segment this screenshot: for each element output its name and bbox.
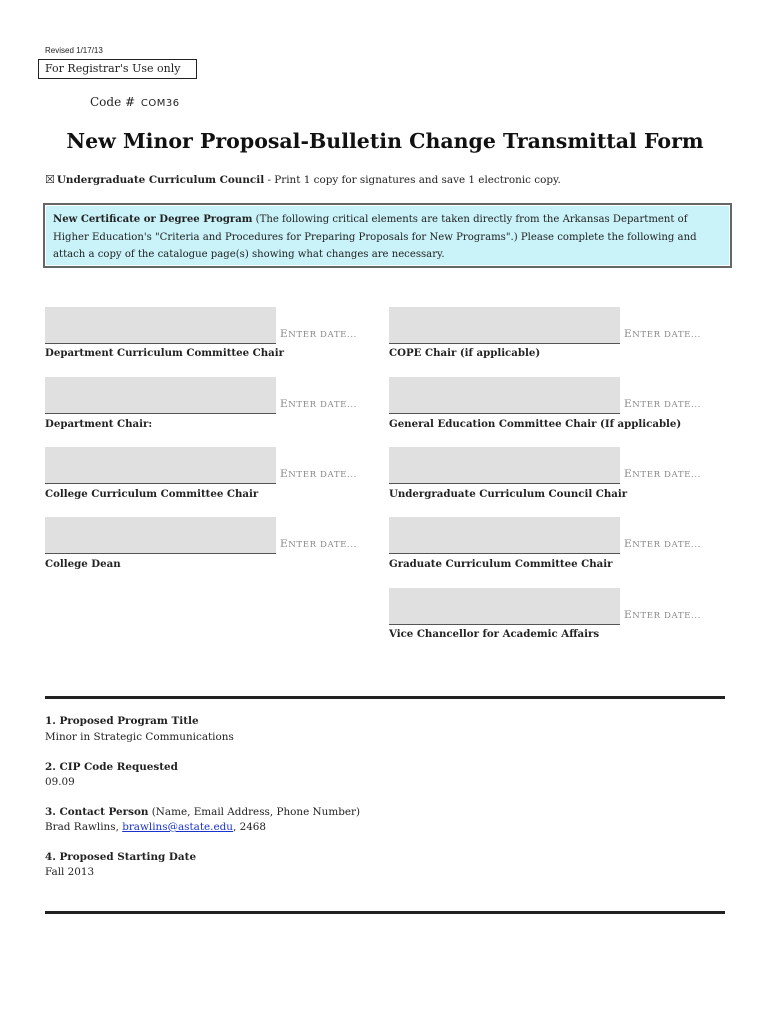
section-divider	[45, 911, 725, 914]
signature-field[interactable]	[389, 377, 620, 414]
question-answer[interactable]: Minor in Strategic Communications	[45, 731, 234, 743]
signature-field[interactable]	[45, 447, 276, 484]
signature-field[interactable]	[389, 307, 620, 344]
date-field[interactable]: ENTER DATE...	[280, 328, 358, 340]
question-heading: 2. CIP Code Requested	[45, 761, 178, 773]
question-heading: 1. Proposed Program Title	[45, 715, 199, 727]
signature-field[interactable]	[389, 447, 620, 484]
date-field[interactable]: ENTER DATE...	[280, 468, 358, 480]
question-answer[interactable]: 09.09	[45, 776, 75, 788]
question-answer[interactable]: Fall 2013	[45, 866, 95, 878]
council-line	[45, 173, 561, 186]
contact-name: Brad Rawlins,	[45, 821, 123, 833]
code-value[interactable]: COM36	[140, 98, 180, 109]
signature-field[interactable]	[45, 307, 276, 344]
question-heading: 3. Contact Person	[45, 806, 149, 818]
signature-label: Department Chair:	[45, 418, 153, 430]
signature-label: Graduate Curriculum Committee Chair	[389, 558, 613, 570]
question-answer[interactable]	[45, 821, 266, 833]
signature-label: Department Curriculum Committee Chair	[45, 347, 284, 359]
date-field[interactable]: ENTER DATE...	[280, 398, 358, 410]
council-name: Undergraduate Curriculum Council	[56, 174, 265, 186]
signature-label: College Curriculum Committee Chair	[45, 488, 259, 500]
signature-field[interactable]	[389, 517, 620, 554]
question-heading-note: (Name, Email Address, Phone Number)	[148, 806, 361, 818]
date-field[interactable]: ENTER DATE...	[624, 468, 702, 480]
signature-label: COPE Chair (if applicable)	[389, 347, 541, 359]
question-heading-line	[45, 806, 360, 818]
date-field[interactable]: ENTER DATE...	[624, 538, 702, 550]
question-heading: 4. Proposed Starting Date	[45, 851, 197, 863]
registrar-use-box: For Registrar's Use only	[38, 59, 197, 79]
council-instruction: - Print 1 copy for signatures and save 1 electronic copy.	[264, 174, 561, 186]
date-field[interactable]: ENTER DATE...	[624, 328, 702, 340]
signature-field[interactable]	[45, 377, 276, 414]
contact-email-link[interactable]: brawlins@astate.edu	[122, 821, 233, 833]
date-field[interactable]: ENTER DATE...	[624, 609, 702, 621]
signature-label: College Dean	[45, 558, 121, 570]
info-box-heading: New Certificate or Degree Program	[53, 214, 253, 225]
date-field[interactable]: ENTER DATE...	[624, 398, 702, 410]
form-title: New Minor Proposal-Bulletin Change Transmittal Form	[66, 129, 704, 153]
program-info-box	[43, 203, 732, 268]
info-box-text: (The following critical elements are taken directly from the Arkansas Department of Higher Education's "Criteria and Procedures for Preparing Proposals for New Programs".) Please complete the following and attach a copy of the catalogue page(s) showing what changes are necessary.	[53, 214, 697, 260]
signature-field[interactable]	[45, 517, 276, 554]
section-divider	[45, 696, 725, 699]
revision-date: Revised 1/17/13	[45, 46, 103, 55]
signature-label: General Education Committee Chair (If applicable)	[389, 418, 682, 430]
signature-label: Vice Chancellor for Academic Affairs	[389, 628, 600, 640]
date-field[interactable]: ENTER DATE...	[280, 538, 358, 550]
program-code	[90, 95, 180, 109]
council-checkbox[interactable]: ☒	[45, 173, 55, 186]
code-label: Code #	[90, 95, 136, 109]
contact-phone: , 2468	[232, 821, 267, 833]
signature-label: Undergraduate Curriculum Council Chair	[389, 488, 628, 500]
signature-field[interactable]	[389, 588, 620, 625]
